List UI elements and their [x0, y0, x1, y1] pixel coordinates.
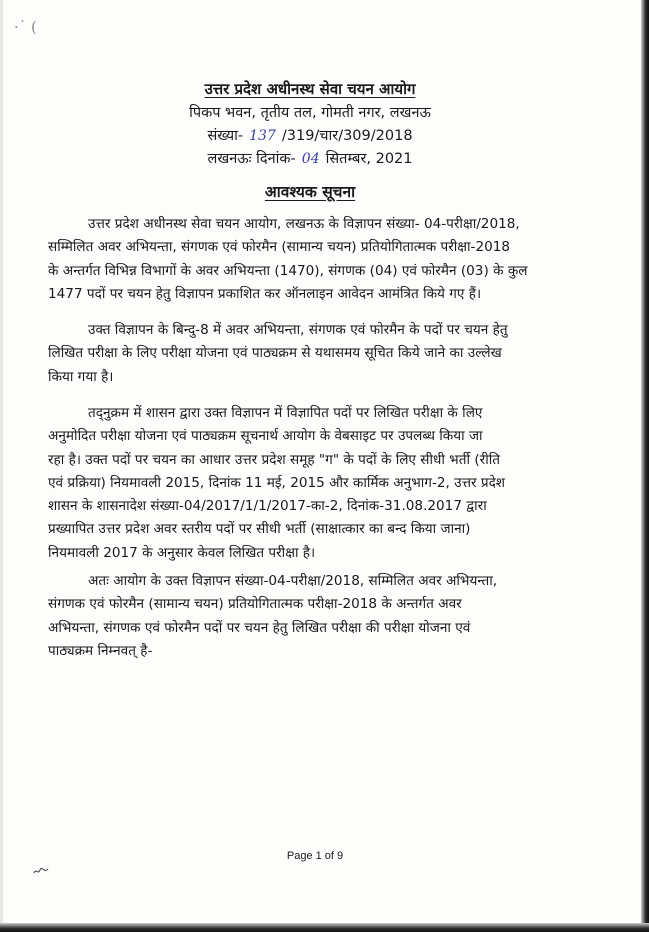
- scan-bottom-edge: [0, 923, 649, 932]
- paragraph-line: नियमावली 2017 के अनुसार केवल लिखित परीक्षा है।: [48, 544, 316, 561]
- paragraph-line: उत्तर प्रदेश अधीनस्थ सेवा चयन आयोग, लखनऊ के विज्ञापन संख्या- 04-परीक्षा/2018,: [88, 216, 520, 232]
- paragraph-3: [48, 402, 591, 565]
- paragraph-line: 1477 पदों पर चयन हेतु विज्ञापन प्रकाशित कर ऑनलाइन आवेदन आमंत्रित किये गए हैं।: [48, 285, 482, 302]
- paragraph-1: [48, 213, 591, 306]
- paragraph-line: एवं प्रक्रिया) नियमावली 2015, दिनांक 11 मई, 2015 और कार्मिक अनुभाग-2, उत्तर प्रदेश: [48, 474, 506, 491]
- paragraph-line: उक्त विज्ञापन के बिन्दु-8 में अवर अभियन्ता, संगणक एवं फोरमैन के पदों पर चयन हेतु: [88, 322, 508, 338]
- paragraph-line: अभियन्ता, संगणक एवं फोरमैन पदों पर चयन हेतु लिखित परीक्षा की परीक्षा योजना एवं: [48, 619, 471, 636]
- punch-hole-mark: ·˙ (: [14, 18, 37, 36]
- paragraph-line: रहा है। उक्त पदों पर चयन का आधार उत्तर प्रदेश समूह "ग" के पदों के लिए सीधी भर्ती (रीति: [48, 451, 500, 468]
- document-date: [0, 148, 620, 168]
- scan-right-edge: [641, 0, 649, 932]
- paragraph-line: पाठ्यक्रम निम्नवत् है-: [48, 642, 153, 659]
- paragraph-line: तद्नुक्रम में शासन द्वारा उक्त विज्ञापन में विज्ञापित पदों पर लिखित परीक्षा के लिए: [88, 405, 483, 421]
- handwritten-date: 04: [301, 151, 320, 167]
- paragraph-2: [48, 319, 591, 389]
- reference-number: [0, 125, 620, 145]
- paragraph-line: प्रख्यापित उत्तर प्रदेश अवर स्तरीय पदों पर सीधी भर्ती (साक्षात्कार का बन्द किया जाना): [48, 521, 471, 538]
- reference-number-prefix: संख्या-: [207, 128, 244, 144]
- handwritten-number: 137: [249, 128, 276, 144]
- date-suffix: सितम्बर, 2021: [325, 151, 413, 167]
- notice-title: आवश्यक सूचना: [264, 183, 356, 201]
- paragraph-line: किया गया है।: [48, 368, 114, 385]
- paragraph-line: के अन्तर्गत विभिन्न विभागों के अवर अभियन्ता (1470), संगणक (04) एवं फोरमैन (03) के कुल: [48, 262, 528, 279]
- reference-number-suffix: /319/चार/309/2018: [281, 128, 413, 144]
- organization-name: उत्तर प्रदेश अधीनस्थ सेवा चयन आयोग: [204, 80, 416, 98]
- paragraph-line: सम्मिलित अवर अभियन्ता, संगणक एवं फोरमैन (सामान्य चयन) प्रतियोगितात्मक परीक्षा-2018: [48, 239, 511, 256]
- organization-address: पिकप भवन, तृतीय तल, गोमती नगर, लखनऊ: [189, 105, 431, 121]
- paragraph-line: शासन के शासनादेश संख्या-04/2017/1/1/2017-का-2, दिनांक-31.08.2017 द्वारा: [48, 498, 487, 515]
- ink-mark-icon: [33, 866, 49, 876]
- paragraph-4: [48, 570, 591, 663]
- page-number: Page 1 of 9: [286, 850, 344, 862]
- paragraph-line: अतः आयोग के उक्त विज्ञापन संख्या-04-परीक्षा/2018, सम्मिलित अवर अभियन्ता,: [88, 573, 498, 589]
- paragraph-line: लिखित परीक्षा के लिए परीक्षा योजना एवं पाठ्यक्रम से यथासमय सूचित किये जाने का उल्लेख: [48, 345, 502, 362]
- paragraph-line: संगणक एवं फोरमैन (सामान्य चयन) प्रतियोगितात्मक परीक्षा-2018 के अन्तर्गत अवर: [48, 596, 462, 613]
- date-prefix: लखनऊः दिनांक-: [207, 151, 296, 167]
- paragraph-line: अनुमोदित परीक्षा योजना एवं पाठ्यक्रम सूचनार्थ आयोग के वेबसाइट पर उपलब्ध किया जा: [48, 428, 483, 445]
